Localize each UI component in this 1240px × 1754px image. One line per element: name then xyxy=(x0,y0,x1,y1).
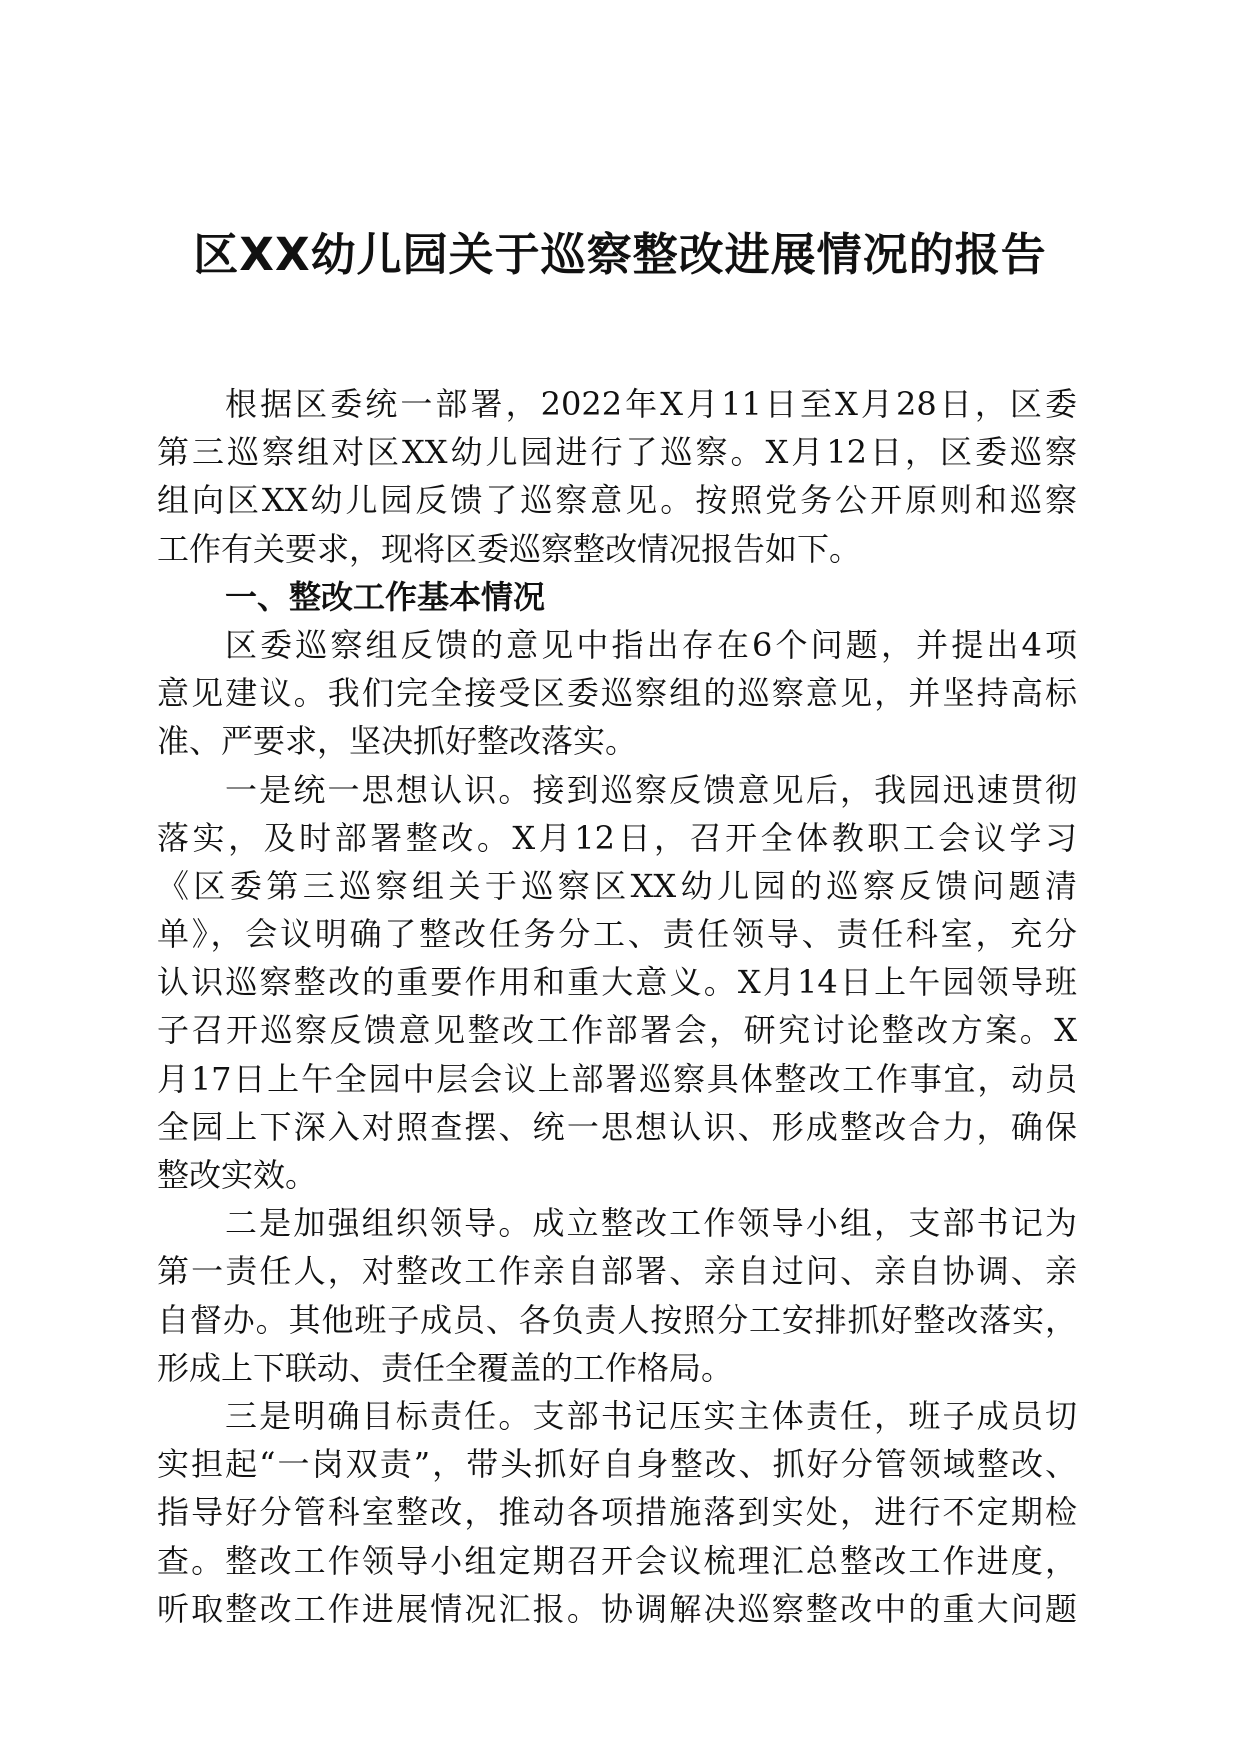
paragraph-line: 子召开巡察反馈意见整改工作部署会，研究讨论整改方案。X xyxy=(157,1011,1077,1050)
paragraph-line: 一是统一思想认识。接到巡察反馈意见后，我园迅速贯彻 xyxy=(225,770,1077,809)
paragraph-line: 第一责任人，对整改工作亲自部署、亲自过问、亲自协调、亲 xyxy=(157,1252,1077,1291)
paragraph-line: 整改实效。 xyxy=(157,1156,318,1194)
paragraph-line: 实担起“一岗双责”，带头抓好自身整改、抓好分管领域整改、 xyxy=(157,1445,1077,1484)
paragraph-line: 第三巡察组对区XX幼儿园进行了巡察。X月12日，区委巡察 xyxy=(157,433,1077,472)
paragraph-line: 查。整改工作领导小组定期召开会议梳理汇总整改工作进度， xyxy=(157,1541,1077,1580)
paragraph-line: 全园上下深入对照查摆、统一思想认识、形成整改合力，确保 xyxy=(157,1107,1077,1146)
paragraph-line: 落实，及时部署整改。X月12日，召开全体教职工会议学习 xyxy=(157,818,1077,857)
paragraph-line: 认识巡察整改的重要作用和重大意义。X月14日上午园领导班 xyxy=(157,963,1077,1002)
paragraph-line: 二是加强组织领导。成立整改工作领导小组，支部书记为 xyxy=(225,1204,1077,1243)
paragraph-line: 意见建议。我们完全接受区委巡察组的巡察意见，并坚持高标 xyxy=(157,674,1077,713)
paragraph-line: 根据区委统一部署，2022年X月11日至X月28日，区委 xyxy=(225,385,1077,423)
paragraph-line: 单》，会议明确了整改任务分工、责任领导、责任科室，充分 xyxy=(157,915,1077,954)
paragraph-line: 区委巡察组反馈的意见中指出存在6个问题，并提出4项 xyxy=(225,625,1077,664)
paragraph-line: 形成上下联动、责任全覆盖的工作格局。 xyxy=(157,1348,734,1387)
document-title: 区XX幼儿园关于巡察整改进展情况的报告 xyxy=(193,228,1047,281)
paragraph-line: 工作有关要求，现将区委巡察整改情况报告如下。 xyxy=(157,529,862,568)
paragraph-line: 自督办。其他班子成员、各负责人按照分工安排抓好整改落实， xyxy=(157,1300,1077,1339)
section-heading: 一、整改工作基本情况 xyxy=(225,577,546,616)
paragraph-line: 《区委第三巡察组关于巡察区XX幼儿园的巡察反馈问题清 xyxy=(157,866,1077,905)
paragraph-line: 三是明确目标责任。支部书记压实主体责任，班子成员切 xyxy=(225,1396,1077,1435)
paragraph-line: 准、严要求，坚决抓好整改落实。 xyxy=(157,722,638,761)
paragraph-line: 组向区XX幼儿园反馈了巡察意见。按照党务公开原则和巡察 xyxy=(157,481,1077,520)
paragraph-line: 指导好分管科室整改，推动各项措施落到实处，进行不定期检 xyxy=(157,1493,1077,1532)
paragraph-line: 月17日上午全园中层会议上部署巡察具体整改工作事宜，动员 xyxy=(157,1059,1077,1098)
document-body xyxy=(157,380,1077,1633)
paragraph-line: 听取整改工作进展情况汇报。协调解决巡察整改中的重大问题 xyxy=(157,1589,1077,1628)
